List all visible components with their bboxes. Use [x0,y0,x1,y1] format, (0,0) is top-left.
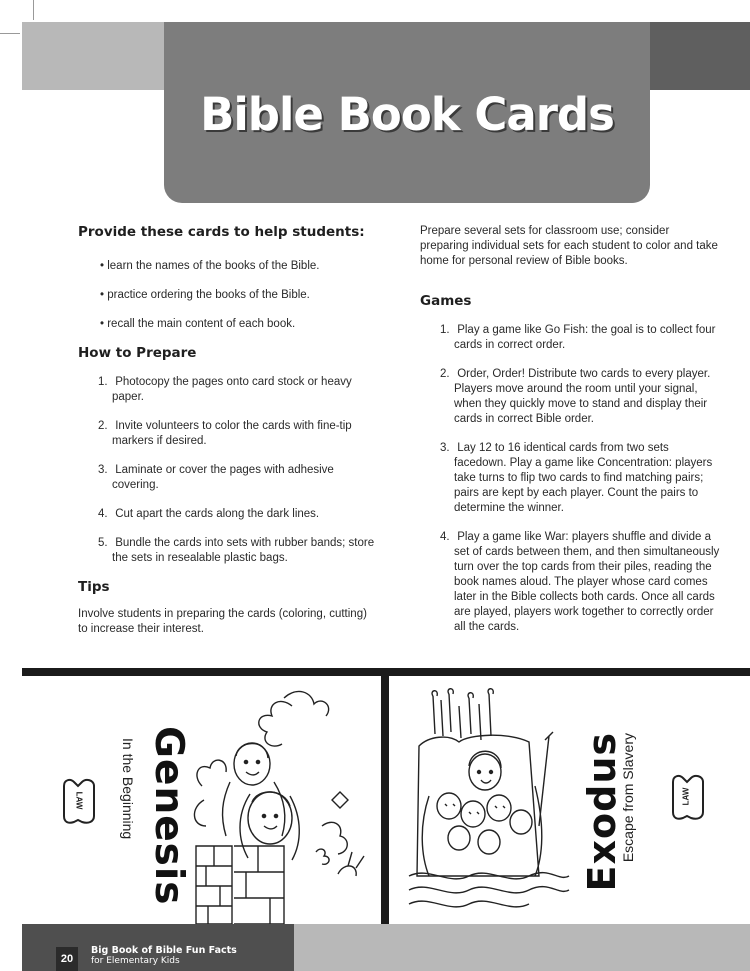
game-number: 1. [440,324,450,336]
list-item [420,367,720,427]
exodus-subtitle: Escape from Slavery [620,733,636,863]
prepare-steps [78,375,378,566]
genesis-title: Genesis [146,726,191,906]
exodus-title: Exodus [580,732,624,892]
header-band-left [22,22,164,90]
list-item [78,375,378,405]
right-column [420,224,720,649]
list-item [420,530,720,635]
list-item [78,507,378,522]
exodus-card [389,676,750,924]
list-item: • learn the names of the books of the Bible. [100,260,320,272]
footer-book-title: Big Book of Bible Fun Facts [91,945,237,956]
list-item [78,419,378,449]
page-number: 20 [56,947,78,971]
footer-book-subtitle: for Elementary Kids [91,956,180,966]
step-number: 5. [98,537,108,549]
page-title: Bible Book Cards [200,88,614,141]
list-item [78,536,378,566]
book-badge-icon [669,772,709,824]
game-number: 4. [440,531,450,543]
header-band-right [650,22,750,90]
step-text: Invite volunteers to color the cards with fine-tip markers if desired. [112,420,352,447]
games-list [420,323,720,635]
left-column [78,225,378,637]
badge-label: LAW [681,787,691,806]
tips-text: Involve students in preparing the cards (coloring, cutting) to increase their interest. [78,608,367,635]
step-text: Bundle the cards into sets with rubber bands; store the sets in resealable plastic bags. [112,537,375,564]
step-text: Photocopy the pages onto card stock or heavy paper. [112,376,352,403]
list-item [420,323,720,353]
intro-heading: Provide these cards to help students: [78,224,365,240]
game-number: 2. [440,368,450,380]
step-text: Laminate or cover the pages with adhesive covering. [112,464,334,491]
list-item: • recall the main content of each book. [100,318,296,330]
badge-label: LAW [74,791,84,810]
step-text: Cut apart the cards along the dark lines. [115,508,320,520]
genesis-card [22,676,381,924]
footer-band-light [294,924,750,971]
game-text: Order, Order! Distribute two cards to every player. Players move around the room until your signal, when they quickly move to stand and display their cards in correct Bible order. [454,368,711,425]
game-text: Lay 12 to 16 identical cards from two sets facedown. Play a game like Concentration: players take turns to flip two cards to find matching pairs; pairs are kept by each player. Count the pairs to determine the winner. [454,442,713,514]
crop-mark-vertical [33,0,34,20]
game-number: 3. [440,442,450,454]
card-divider-horizontal [22,668,750,676]
genesis-subtitle: In the Beginning [120,738,136,840]
step-number: 3. [98,464,108,476]
book-badge-icon [60,776,100,828]
sets-intro-text: Prepare several sets for classroom use; consider preparing individual sets for each student to color and take home for personal review of Bible books. [420,225,718,267]
games-heading: Games [420,293,472,309]
crop-mark-horizontal [0,33,20,34]
list-item [78,463,378,493]
list-item: • practice ordering the books of the Bible. [100,289,310,301]
list-item [420,441,720,516]
tips-heading: Tips [78,579,110,595]
game-text: Play a game like War: players shuffle and divide a set of cards between them, and then simultaneously turn over the top cards from their piles, reading the book names aloud. The player whose card comes later in the Bible collects both cards. Once all cards are played, players work together to correctly order all the cards. [454,531,720,633]
step-number: 2. [98,420,108,432]
game-text: Play a game like Go Fish: the goal is to collect four cards in correct order. [454,324,716,351]
step-number: 4. [98,508,108,520]
purpose-list [78,259,378,332]
prepare-heading: How to Prepare [78,345,197,361]
card-divider-vertical [381,676,389,924]
step-number: 1. [98,376,108,388]
